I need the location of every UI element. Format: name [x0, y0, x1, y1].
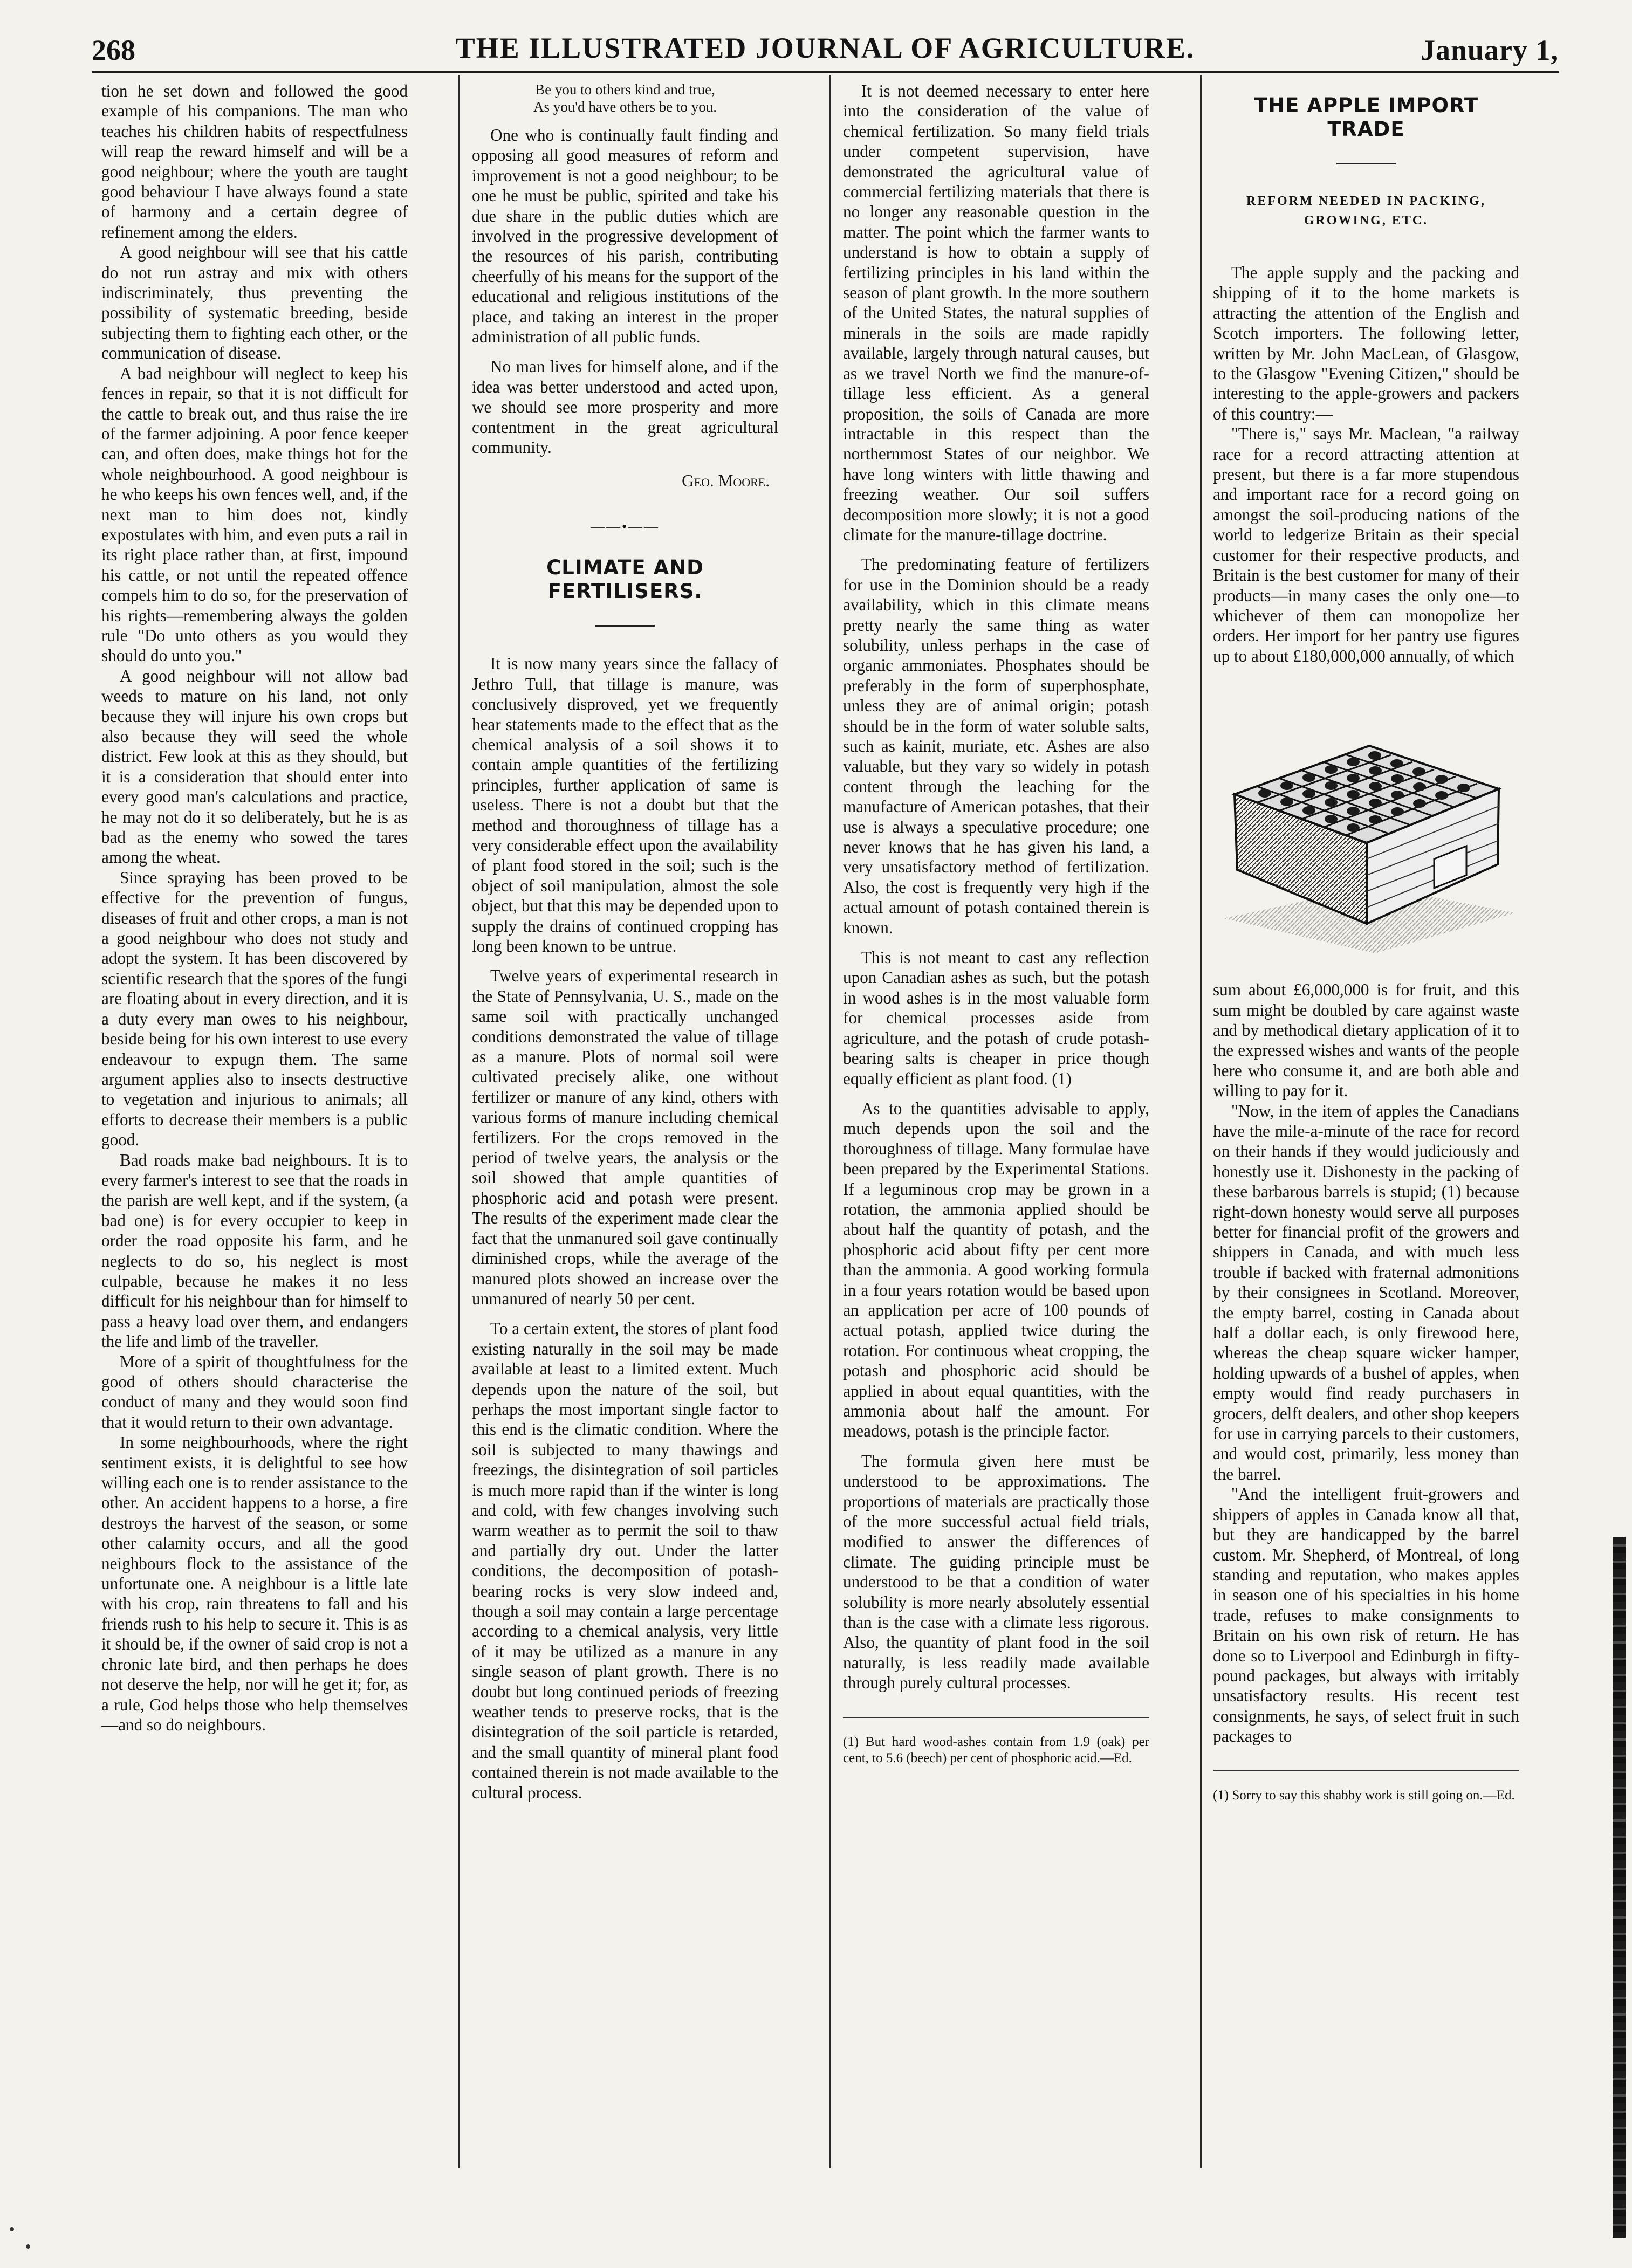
title-rule [1336, 163, 1396, 164]
verse-line: As you'd have others be to you. [533, 99, 717, 115]
column-divider [458, 75, 460, 2168]
issue-date: January 1, [1420, 34, 1559, 66]
paragraph: It is not deemed necessary to enter here into the consideration of the value of chemical fertilization. So many field trials under competent supervision, have demonstrated the agricultural value of commercial fertilizing materials that there is no longer any reasonable question in the matter. The point which the farmer wants to understand is how to obtain a supply of fertilizing principles in his land within the season of plant growth. In the more southern of the United States, the natural supplies of minerals in the soils are made rapidly available, largely through natural causes, but as we travel North we find the manure-of-tillage less efficient. As a general proposition, the soils of Canada are more intractable in this respect than the northernmost States of our neighbor. We have long winters with little thawing and freezing weather. Our soil suffers decomposition more slowly; it is not a good climate for the manure-tillage doctrine. [843, 81, 1149, 544]
binding-edge-mark [1613, 1537, 1626, 2238]
paragraph: tion he set down and followed the good example of his companions. The man who teaches his children habits of respectfulness will reap the reward himself and will be a good neighbour; where the youth are taught good behaviour I have always found a state of harmony and a certain degree of refinement among the elders. [101, 81, 408, 242]
verse-line: Be you to others kind and true, [535, 81, 715, 98]
subheading: REFORM NEEDED IN PACKING, GROWING, ETC. [1246, 194, 1486, 228]
footnote: (1) But hard wood-ashes contain from 1.9 (oak) per cent, to 5.6 (beech) per cent of phosphoric acid.—Ed. [843, 1717, 1149, 1767]
header-rule [92, 71, 1559, 73]
paragraph: "Now, in the item of apples the Canadians have the mile-a-minute of the race for record on their hands if they would judiciously and honestly use it. Dishonesty in the packing of these barbarous barrels is stupid; (1) because right-down honesty would serve all purposes better for financial profit of the growers and shippers in Canada, and with much less trouble if backed with fraternal admonitions by their consignees in Scotland. Moreover, the empty barrel, costing in Canada about half a dollar each, is only firewood here, whereas the cheap square wicker hamper, holding upwards of a bushel of apples, when empty would find ready purchasers in grocers, delft dealers, and other shop keepers for use in carrying parcels to their customers, and would cost, primarily, less money than the barrel. [1213, 1101, 1519, 1483]
paragraph: This is not meant to cast any reflection upon Canadian ashes as such, but the potash in wood ashes is in the most valuable form for chemical processes aside from agriculture, and the potash of crude potash-bearing salts is cheaper in price though equally efficient as plant food. (1) [843, 948, 1149, 1088]
column-divider [1200, 75, 1202, 2168]
footnote: (1) Sorry to say this shabby work is still going on.—Ed. [1213, 1770, 1519, 1804]
title-rule [595, 625, 655, 627]
column-1 [101, 81, 408, 1735]
section-title: CLIMATE AND FERTILISERS. [546, 556, 704, 603]
apple-crate-illustration-icon [1213, 681, 1519, 961]
paragraph: The predominating feature of fertilizers for use in the Dominion should be a ready availability, which in this climate means pretty nearly the same thing as water solubility, unless perhaps in the case of organic ammoniates. Phosphates should be preferably in the form of superphosphate, unless they are of animal origin; potash should be in the form of water soluble salts, such as kainit, muriate, etc. Ashes are also valuable, but they vary so widely in potash content through the leaching for the manufacture of American potashes, that their use is always a speculative procedure; one never knows that he has given his land, a very unsatisfactory method of fertilization. Also, the cost is frequently very high if the actual amount of potash contained therein is known. [843, 555, 1149, 937]
author-signature: Geo. Moore. [682, 471, 770, 490]
paragraph: The apple supply and the packing and shipping of it to the home markets is attracting the attention of the English and Scotch importers. The following letter, written by Mr. John MacLean, of Glasgow, to the Glasgow "Evening Citizen," should be interesting to the apple-growers and packers of this country:— [1213, 263, 1519, 423]
verse [472, 81, 778, 115]
scan-speck [26, 2244, 30, 2249]
paragraph: In some neighbourhoods, where the right sentiment exists, it is delightful to see how willing each one is to render assistance to the other. An accident happens to a horse, a fire destroys the harvest of the season, or some other calamity occurs, and all the good neighbours flock to the assistance of the unfortunate one. A neighbour is a little late with his crop, rain threatens to fall and his friends rush to his help to secure it. This is as it should be, if the owner of said crop is not a chronic late bird, and then perhaps he does not deserve the help, nor will he get it; for, as a rule, God helps those who help themselves—and so do neighbours. [101, 1433, 408, 1734]
paragraph: Since spraying has been proved to be effective for the prevention of fungus, diseases of fruit and other crops, a man is not a good neighbour who does not study and adopt the system. It has been discovered by scientific research that the spores of the fungi are floating about in every direction, and it is a duty every man owes to his neighbour, beside being for his own interest to use every endeavour to expugn them. The same argument applies also to insects destructive to vegetation and injurious to animals; all efforts to decrease their members is a public good. [101, 868, 408, 1150]
section-divider: ——•—— [590, 518, 660, 534]
page-number: 268 [92, 34, 135, 66]
column-3 [843, 81, 1149, 1767]
paragraph: More of a spirit of thoughtfulness for the good of others should characterise the conduct of many and they would soon find that it would return to their own advantage. [101, 1352, 408, 1432]
paragraph: As to the quantities advisable to apply, much depends upon the soil and the thoroughness of tillage. Many formulae have been prepared by the Experimental Stations. If a leguminous crop may be grown in a rotation, the ammonia applied should be about half the quantity of potash, and the phosphoric acid about fifty per cent more than the ammonia. A good working formula in a four years rotation would be based upon an application per acre of 100 pounds of actual potash, applied twice during the rotation. For continuous wheat cropping, the potash and phosphoric acid should be applied in about equal quantities, with the ammonia about half the amount. For meadows, potash is the principle factor. [843, 1098, 1149, 1441]
scan-speck [10, 2227, 14, 2231]
paragraph: No man lives for himself alone, and if the idea was better understood and acted upon, we should see more prosperity and more contentment in the great agricultural community. [472, 357, 778, 457]
paragraph: A bad neighbour will neglect to keep his fences in repair, so that it is not difficult for the cattle to break out, and thus raise the ire of the farmer adjoining. A poor fence keeper can, and often does, make things hot for the whole neighbourhood. A good neighbour is he who keeps his own fences well, and, if the next man to him does not, kindly expostulates with him, and even puts a rail in its right place rather than, at first, impound his cattle, or not until the repeated offence compels him to do so, for the preservation of his rights—remembering always the golden rule "Do unto others as you would they should do unto you." [101, 363, 408, 665]
section-title: THE APPLE IMPORT TRADE [1253, 94, 1479, 141]
paragraph: It is now many years since the fallacy of Jethro Tull, that tillage is manure, was conclusively disproved, yet we frequently hear statements made to the effect that as the chemical analysis of a soil shows it to contain ample quantities of the fertilizing principles, further application of same is useless. There is not a doubt but that the method and thoroughness of tillage has a very considerable effect upon the availability of plant food stored in the soil; such is the object of soil manipulation, almost the sole object, but that this may be depended upon to supply the drains of continued cropping has long been known to be untrue. [472, 654, 778, 956]
page-header [92, 31, 1559, 69]
apple-crate-drawing [1213, 681, 1519, 961]
paragraph: "And the intelligent fruit-growers and shippers of apples in Canada know all that, but they are handicapped by the barrel custom. Mr. Shepherd, of Montreal, of long standing and reputation, who makes apples in season one of his specialties in his home trade, refuses to make consignments to Britain on his own risk of return. He has done so to Liverpool and Edinburgh in fifty-pound packages, but always with irritably unsatisfactory results. His recent test consignments, he says, of select fruit in such packages to [1213, 1484, 1519, 1746]
paragraph: Bad roads make bad neighbours. It is to every farmer's interest to see that the roads in the parish are well kept, and if the system, (a bad one) is for every occupier to keep in order the road opposite his farm, and he neglects to do so, his neglect is most culpable, because he makes it no less difficult for his neighbour than for himself to pass a heavy load over them, and endangers the life and limb of the traveller. [101, 1150, 408, 1351]
journal-title: THE ILLUSTRATED JOURNAL OF AGRICULTURE. [455, 32, 1195, 64]
paragraph: sum about £6,000,000 is for fruit, and this sum might be doubled by care against waste and by methodical dietary application of it to the expressed wishes and wants of the people here who consume it, and are both able and willing to pay for it. [1213, 980, 1519, 1101]
column-2 [472, 81, 778, 1803]
column-divider [829, 75, 831, 2168]
paragraph: One who is continually fault finding and opposing all good measures of reform and improvement is not a good neighbour; to be one he must be public, spirited and take his due share in the public duties which are involved in the progressive development of the resources of his parish, contributing cheerfully of his means for the support of the educational and religious institutions of the place, and taking an interest in the proper administration of all public funds. [472, 126, 778, 347]
column-4 [1213, 81, 1519, 1804]
paragraph: To a certain extent, the stores of plant food existing naturally in the soil may be made available at least to a limited extent. Much depends upon the nature of the soil, but perhaps the most important single factor to this end is the climatic condition. Where the soil is subjected to many thawings and freezings, the disintegration of soil particles is much more rapid than if the winter is long and cold, with few changes involving such warm weather as to permit the soil to thaw and partially dry out. Under the latter conditions, the decomposition of potash-bearing rocks is very slow indeed and, though a soil may contain a large percentage according to a chemical analysis, very little of it may be utilized as a manure in any single season of plant growth. There is no doubt but long continued periods of freezing weather tends to preserve rocks, that is the disintegration of the soil particle is retarded, and the small quantity of mineral plant food contained therein is not made available to the cultural process. [472, 1319, 778, 1802]
paragraph: A good neighbour will see that his cattle do not run astray and mix with others indiscriminately, thus preventing the possibility of systematic breeding, beside subjecting them to fighting each other, or the communication of disease. [101, 243, 408, 363]
paragraph: A good neighbour will not allow bad weeds to mature on his land, not only because they will injure his own crops but also because they will seed the whole district. Few look at this as they should, but it is a consideration that should enter into every good man's calculations and practice, he may not do it so deliberately, but he is as bad as the enemy who sowed the tares among the wheat. [101, 666, 408, 867]
paragraph: The formula given here must be understood to be approximations. The proportions of materials are practically those of the more successful actual field trials, modified to answer the differences of climate. The guiding principle must be understood to be that a condition of water solubility is more nearly absolutely essential than is the case with a climate less rigorous. Also, the quantity of plant food in the soil naturally, is less readily made available through purely cultural processes. [843, 1451, 1149, 1693]
paragraph: Twelve years of experimental research in the State of Pennsylvania, U. S., made on the same soil with practically unchanged conditions demonstrated the value of tillage as a manure. Plots of normal soil were cultivated precisely alike, one without fertilizer or manure of any kind, others with various forms of manure including chemical fertilizers. For the crops removed in the period of twelve years, the analysis or the soil showed that ample quantities of phosphoric acid and potash were present. The results of the experiment made clear the fact that the unmanured soil gave continually diminished crops, while the average of the manured plots showed an increase over the unmanured of nearly 50 per cent. [472, 966, 778, 1308]
paragraph: "There is," says Mr. Maclean, "a railway race for a record attracting attention at present, but there is a far more stupendous and important race for a record going on amongst the soil-producing nations of the world to ledgerize Britain as their special customer for their respective products, and Britain is the best customer for many of their products—in many cases the only one—to whichever of them can monopolize her orders. Her import for her pantry use figures up to about £180,000,000 annually, of which [1213, 424, 1519, 665]
